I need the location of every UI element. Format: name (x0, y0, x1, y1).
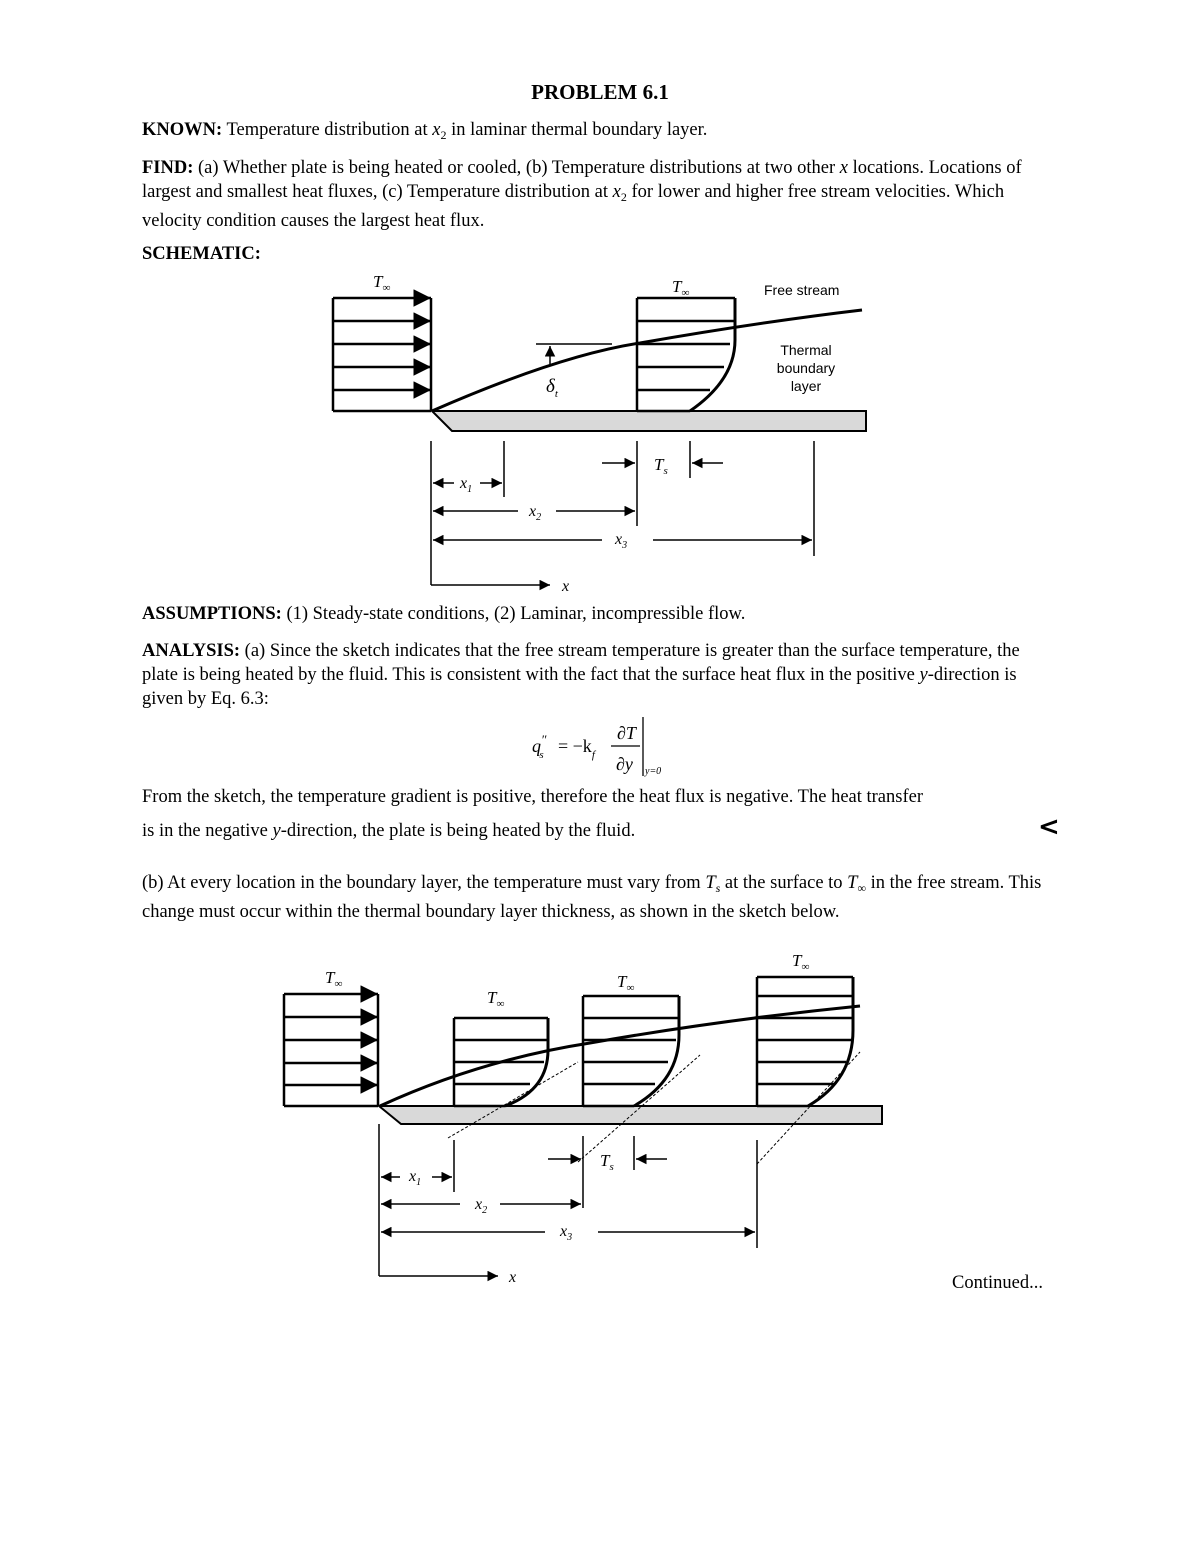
known-text-after: in laminar thermal boundary layer. (446, 120, 708, 140)
dimension-lines-2 (379, 1124, 757, 1276)
thermal-bl-label-1: Thermal (780, 342, 832, 358)
temperature-profile-x3 (757, 977, 860, 1164)
ts-label-1: $T_s$ (654, 455, 668, 477)
thermal-boundary-layer-curve-2 (380, 1006, 860, 1106)
t-inf-label-inlet-1: $T_\infty$ (373, 272, 391, 294)
part-b-text-c: in the free stream. This change must occur within the thermal boundary layer thickness, as shown in the sketch below. (142, 873, 1042, 922)
x2-label-2: $x_2$ (475, 1196, 488, 1216)
analysis-var-y: y (919, 665, 928, 685)
free-stream-label: Free stream (764, 282, 840, 298)
find-var-x: x (839, 158, 848, 178)
t-inf-label-x3-2: $T_\infty$ (792, 951, 810, 973)
known-label: KNOWN: (142, 120, 223, 140)
ts-indicator-2 (548, 1136, 667, 1208)
part-b-text-b: at the surface to (720, 873, 848, 893)
answer-mark: < (1038, 812, 1060, 842)
find-sub2: 2 (620, 190, 627, 204)
assumptions-label: ASSUMPTIONS: (142, 604, 282, 624)
conclusion-line2-a: is in the negative (142, 821, 273, 841)
find-var-x2: x (612, 182, 621, 202)
known-var: x (432, 120, 441, 140)
known-text-before: Temperature distribution at (226, 120, 433, 140)
x-axis-label-1: x (562, 578, 570, 595)
plate-2 (379, 1106, 882, 1124)
temperature-profile-x2-b (578, 996, 700, 1162)
analysis-text-b: -direction is given by Eq. 6.3: (142, 665, 1017, 709)
part-b-tinf: T (847, 873, 858, 893)
t-inf-label-x1-2: $T_\infty$ (487, 988, 505, 1010)
t-inf-label-x2-1: $T_\infty$ (672, 277, 690, 299)
analysis-text-a: (a) Since the sketch indicates that the free stream temperature is greater than the surface temperature, the plate is being heated by the fluid. This is consistent with the fact that the surface heat flux in the positive (142, 641, 1020, 685)
conclusion-line-1: From the sketch, the temperature gradient is positive, therefore the heat flux is negative. The heat transfer (142, 787, 924, 807)
eq-eval-sub: y=0 (645, 766, 662, 777)
eq-denominator: ∂y (616, 754, 633, 774)
continued-note: Continued... (952, 1273, 1043, 1293)
x1-label-1: $x_1$ (460, 475, 473, 495)
delta-t-label: $\delta_t$ (546, 376, 558, 400)
assumptions-text: (1) Steady-state conditions, (2) Laminar, incompressible flow. (286, 604, 746, 624)
t-inf-label-inlet-2: $T_\infty$ (325, 968, 343, 990)
schematic-label-text: SCHEMATIC: (142, 244, 261, 264)
inlet-profile-2 (284, 994, 378, 1106)
t-inf-label-x2-2: $T_\infty$ (617, 972, 635, 994)
x2-label-1: $x_2$ (529, 503, 542, 523)
thermal-bl-label-2: boundary (776, 360, 836, 376)
eq-numerator: ∂T (617, 723, 636, 743)
thermal-bl-label-3: layer (790, 378, 822, 394)
part-b-tinf-sub: ∞ (857, 881, 867, 895)
eq-q-sub: s (539, 749, 544, 761)
analysis-label: ANALYSIS: (142, 641, 241, 661)
ts-label-2: $T_s$ (600, 1151, 614, 1173)
part-b-ts: T (705, 873, 716, 893)
find-text-a: (a) Whether plate is being heated or cooled, (b) Temperature distributions at two other (198, 158, 840, 178)
find-text-c: for lower and higher free stream velocities. Which velocity condition causes the largest heat flux. (142, 182, 1005, 231)
find-text-b: locations. Locations of largest and smallest heat fluxes, (c) Temperature distribution at (142, 158, 1022, 202)
known-sub: 2 (440, 128, 447, 142)
conclusion-line2-b: -direction, the plate is being heated by the fluid. (280, 821, 636, 841)
conclusion-var-y: y (272, 821, 281, 841)
x3-label-2: $x_3$ (560, 1223, 573, 1243)
eq-equals: = −k (558, 736, 592, 756)
x3-label-1: $x_3$ (615, 531, 628, 551)
eq-q: q (532, 736, 541, 756)
part-b-text-a: (b) At every location in the boundary layer, the temperature must vary from (142, 873, 706, 893)
part-b-ts-sub: s (715, 881, 721, 895)
find-label: FIND: (142, 158, 194, 178)
eq-k-sub: f (591, 749, 595, 761)
x-axis-label-2: x (509, 1269, 517, 1286)
problem-title: PROBLEM 6.1 (531, 80, 669, 104)
eq-q-prime: ″ (541, 732, 547, 747)
x1-label-2: $x_1$ (409, 1168, 422, 1188)
